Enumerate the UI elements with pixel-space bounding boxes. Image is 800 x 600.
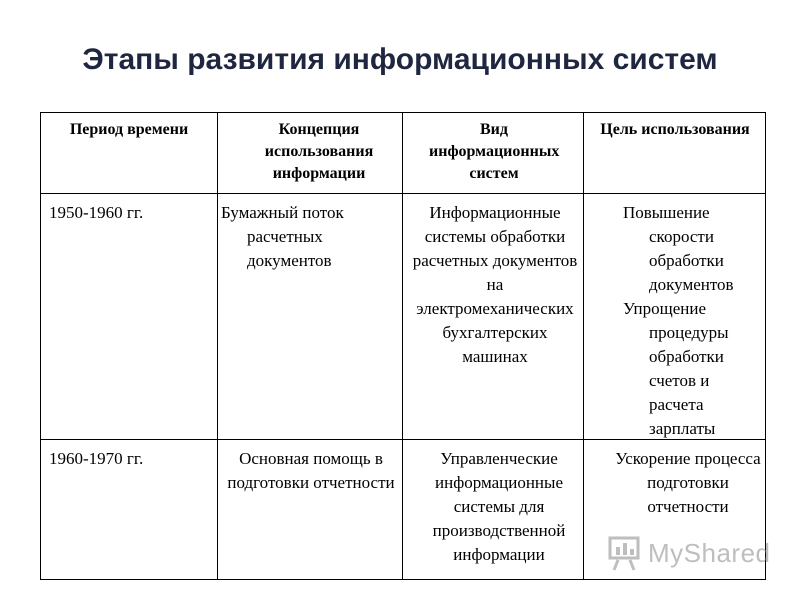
cell-purpose: Ускорение процесса подготовки отчетности [615, 449, 761, 516]
header-concept: Концепция использования информации [264, 121, 374, 182]
cell-period: 1950-1960 гг. [49, 203, 144, 222]
purpose-item: Упрощение процедуры обработки счетов и расчета зарплаты [623, 299, 729, 438]
cell-concept: Бумажный поток расчетных документов [221, 203, 344, 270]
watermark-text: MyShared [648, 538, 771, 568]
header-purpose: Цель использования [600, 121, 750, 138]
column-divider [583, 113, 584, 579]
header-systems: Вид информационных систем [429, 121, 560, 182]
cell-concept: Основная помощь в подготовки отчетности [227, 449, 395, 492]
purpose-item: Повышение скорости обработки документов [623, 203, 734, 294]
stages-table [40, 112, 766, 580]
presentation-board-icon [604, 534, 644, 572]
cell-systems: Информационные системы обработки расчетных документов на электромеханических бухгалтерских машинах [412, 203, 578, 366]
cell-purpose [623, 201, 763, 441]
header-period: Период времени [69, 121, 189, 138]
row-divider [41, 193, 765, 194]
cell-period: 1960-1970 гг. [49, 449, 144, 468]
column-divider [217, 113, 218, 579]
column-divider [402, 113, 403, 579]
watermark-logo [604, 534, 774, 574]
page-title: Этапы развития информационных систем [82, 43, 718, 76]
cell-systems: Управленческие информационные системы для производственной информации [432, 449, 566, 564]
